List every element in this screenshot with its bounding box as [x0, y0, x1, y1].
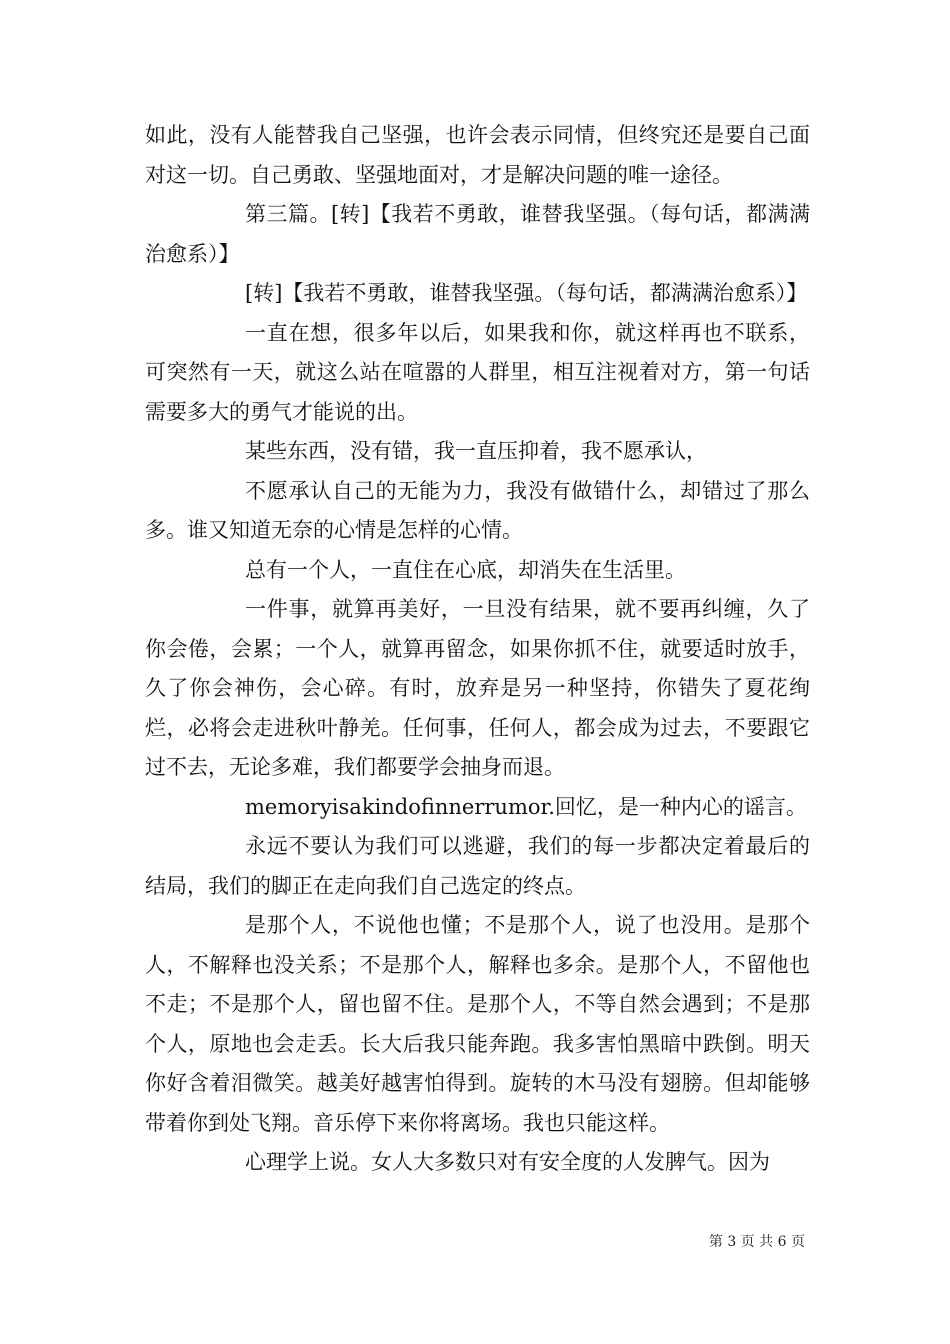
paragraph: 总有一个人，一直住在心底，却消失在生活里。	[245, 557, 686, 582]
paragraph: 某些东西，没有错，我一直压抑着，我不愿承认，	[245, 439, 707, 463]
paragraph: 是那个人，不说他也懂；不是那个人，说了也没用。是那个人，不解释也没关系；不是那个人，解释也多余。是那个人，不留他也不走；不是那个人，留也留不住。是那个人，不等自然会遇到；不是那个人，原地也会走丢。长大后我只能奔跑。我多害怕黑暗中跌倒。明天你好含着泪微笑。越美好越害怕得到。旋转的木马没有翅膀。但却能够带着你到处飞翔。音乐停下来你将离场。我也只能这样。	[145, 913, 810, 1135]
paragraph: 不愿承认自己的无能为力，我没有做错什么，却错过了那么多。谁又知道无奈的心情是怎样的心情。	[145, 478, 810, 542]
paragraph: 第三篇。[转]【我若不勇敢，谁替我坚强。（每句话，都满满治愈系）】	[145, 202, 810, 266]
paragraph: 一直在想，很多年以后，如果我和你，就这样再也不联系，可突然有一天，就这么站在喧嚣的人群里，相互注视着对方，第一句话需要多大的勇气才能说的出。	[145, 320, 810, 424]
paragraph: 如此，没有人能替我自己坚强，也许会表示同情，但终究还是要自己面对这一切。自己勇敢、坚强地面对，才是解决问题的唯一途径。	[145, 123, 810, 187]
paragraph: 一件事，就算再美好，一旦没有结果，就不要再纠缠，久了你会倦，会累；一个人，就算再留念，如果你抓不住，就要适时放手，久了你会神伤，会心碎。有时，放弃是另一种坚持，你错失了夏花绚烂，必将会走进秋叶静羌。任何事，任何人，都会成为过去，不要跟它过不去，无论多难，我们都要学会抽身而退。	[145, 597, 810, 779]
paragraph: [转]【我若不勇敢，谁替我坚强。（每句话，都满满治愈系）】	[245, 281, 808, 305]
page-number-footer: 第 3 页 共 6 页	[708, 1234, 805, 1250]
document-body	[145, 116, 810, 1183]
paragraph: 心理学上说。女人大多数只对有安全度的人发脾气。因为	[245, 1150, 770, 1174]
paragraph: 永远不要认为我们可以逃避，我们的每一步都决定着最后的结局，我们的脚正在走向我们自己选定的终点。	[145, 834, 810, 898]
paragraph: memoryisakindofinnerrumor.回忆，是一种内心的谣言。	[245, 794, 807, 819]
